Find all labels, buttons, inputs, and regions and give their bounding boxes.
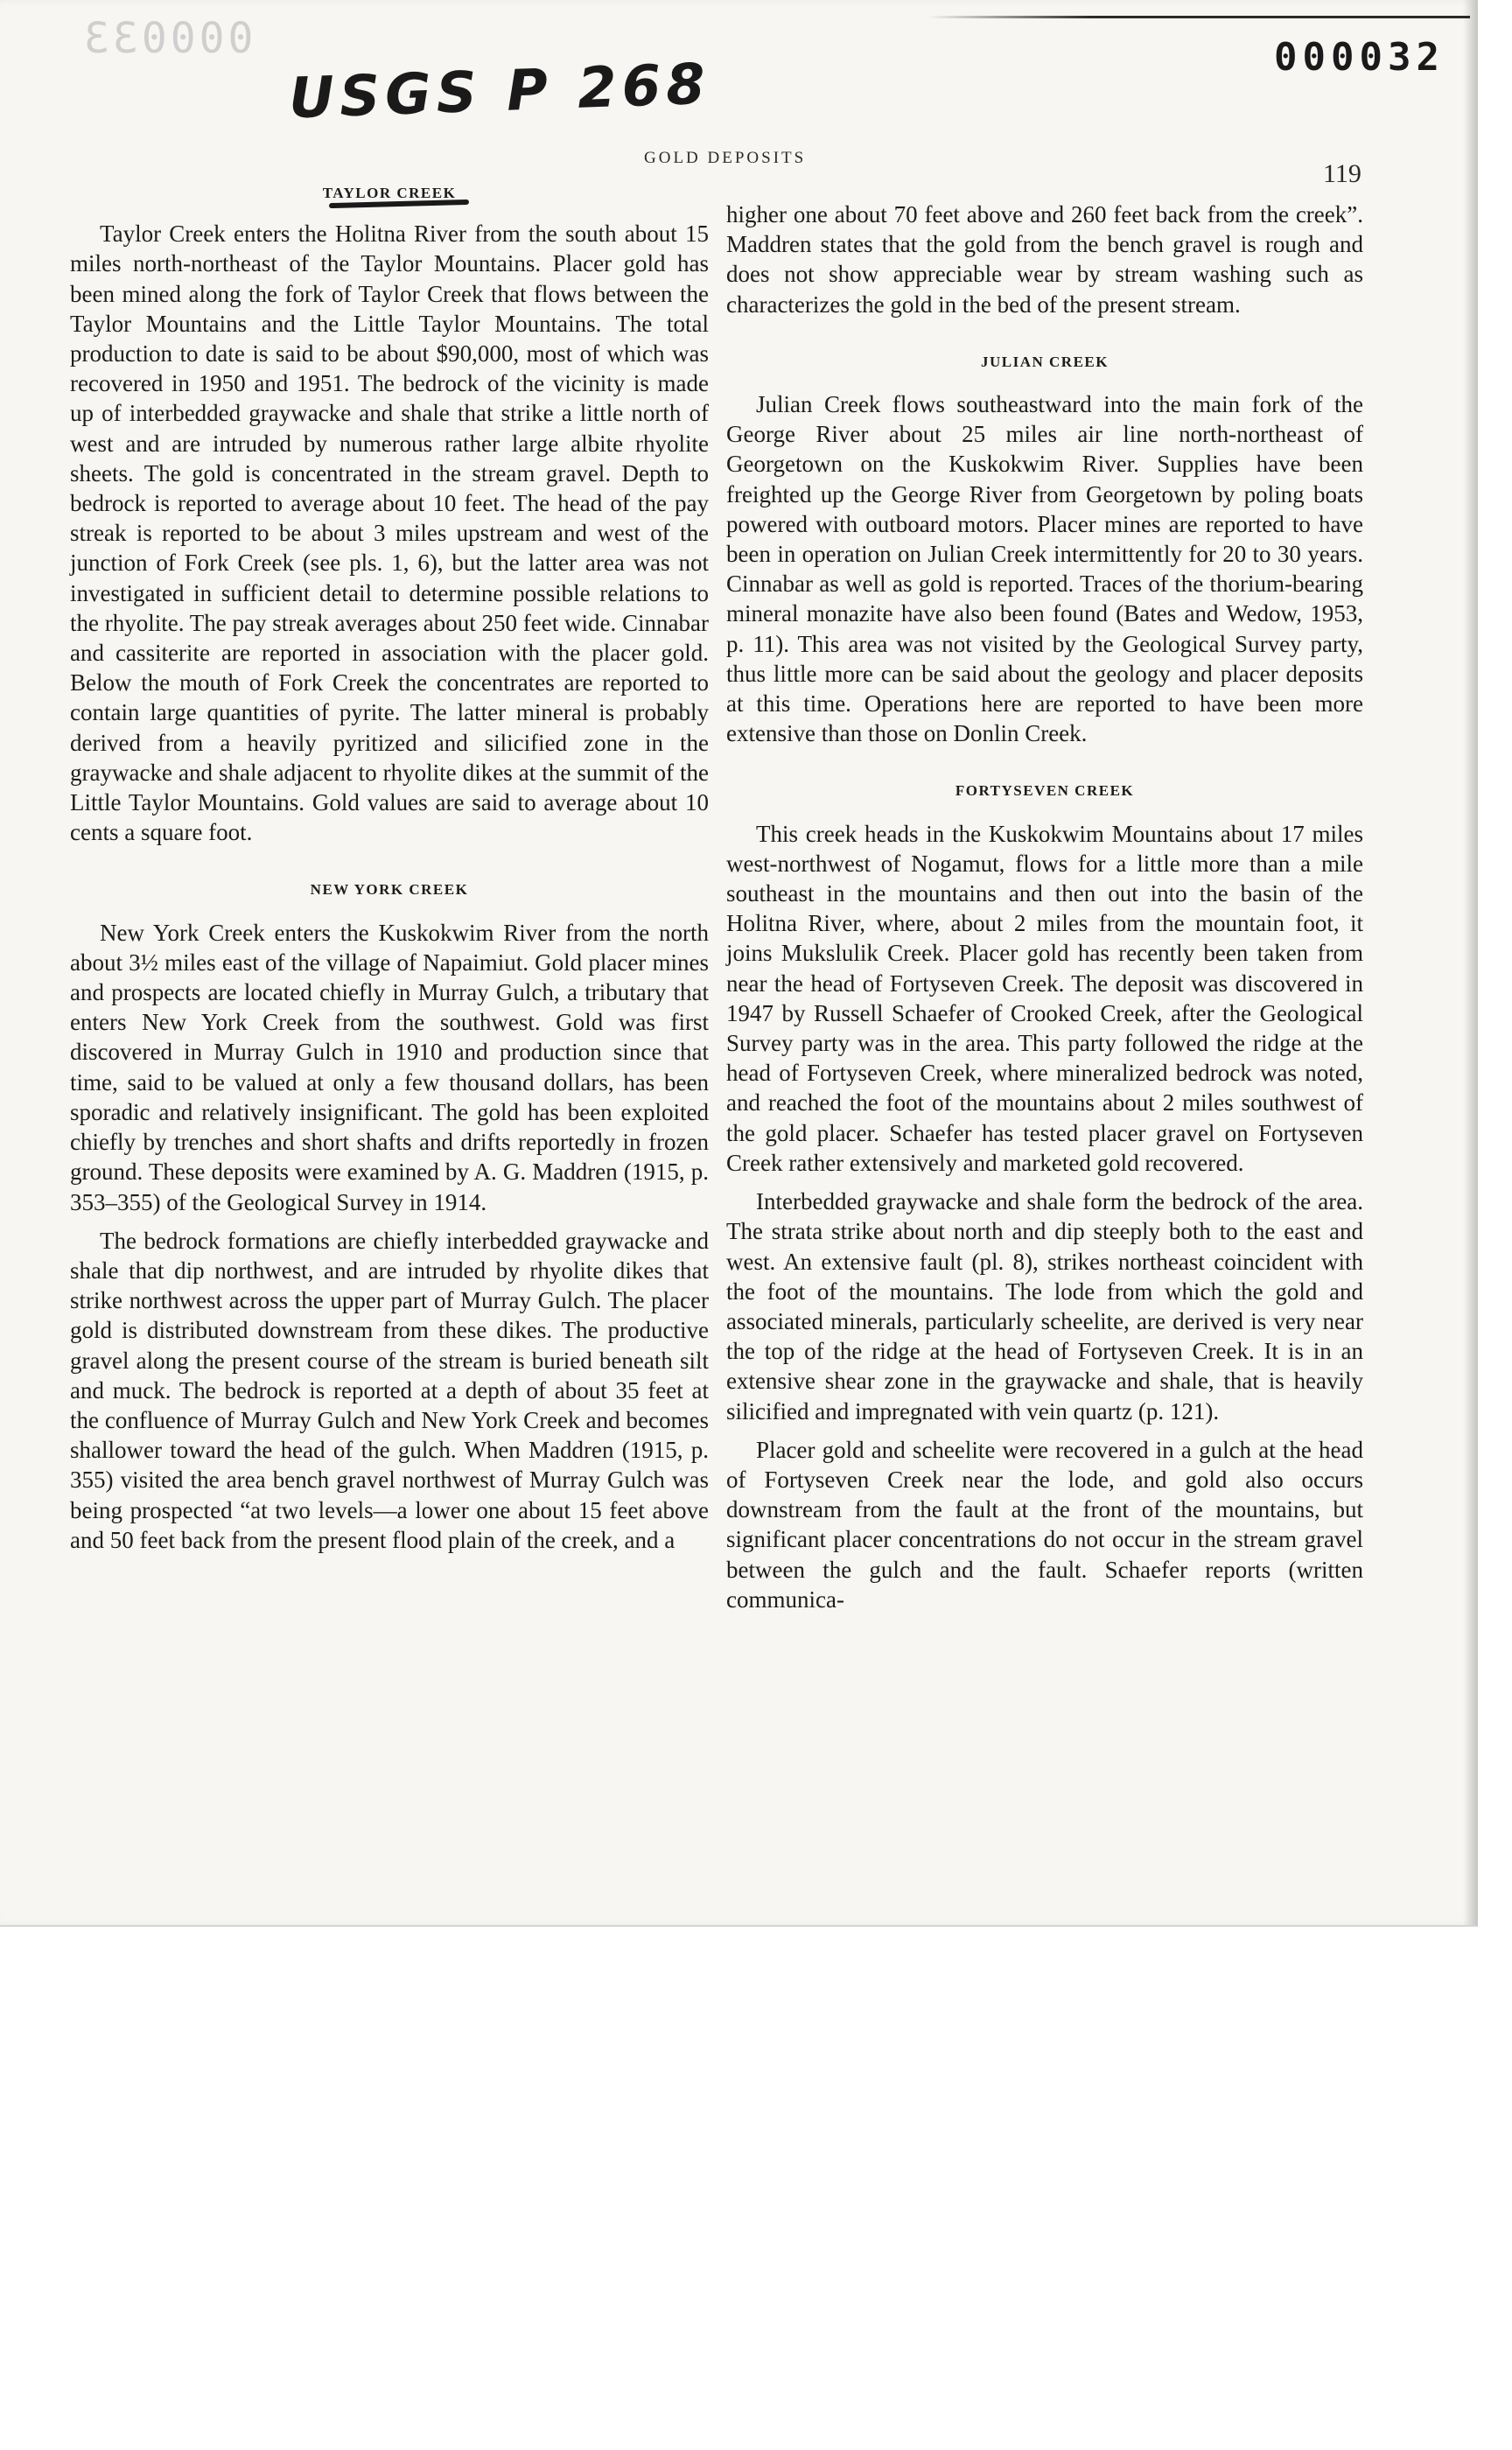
page-number: 119 bbox=[1323, 159, 1362, 188]
paragraph-fortyseven-creek-1: This creek heads in the Kuskokwim Mountains about 17 miles west-northwest of Nogamut, flows for a little more than a mile southeast in the mountains and then out into the basin of the Holitna River, where, about 2 miles from the mountain foot, it joins Mukslulik Creek. Placer gold has recently been taken from near the head of Fortyseven Creek. The deposit was discovered in 1947 by Russell Schaefer of Crooked Creek, after the Geological Survey party was in the area. This party followed the ridge at the head of Fortyseven Creek, where mineralized bedrock was noted, and reached the foot of the mountains about 2 miles southwest of the gold placer. Schaefer has tested placer gravel on Fortyseven Creek rather extensively and marketed gold recovered. bbox=[726, 820, 1363, 1176]
paragraph-taylor-creek-1: Taylor Creek enters the Holitna River from the south about 15 miles north-northeast of the Taylor Mountains. Placer gold has been mined along the fork of Taylor Creek that flows between the Taylor Mountains and the Little Taylor Mountains. The total production to date is said to be about $90,000, most of which was recovered in 1950 and 1951. The bedrock of the vicinity is made up of interbedded graywacke and shale that strike a little north of west and are intruded by numerous rather large albite rhyolite sheets. The gold is concentrated in the stream gravel. Depth to bedrock is reported to average about 10 feet. The head of the pay streak is reported to be about 3 miles upstream and west of the junction of Fork Creek (see pls. 1, 6), but the latter area was not investigated in sufficient detail to determine possible relations to the rhyolite. The pay streak averages about 250 feet wide. Cinnabar and cassiterite are reported in association with the placer gold. Below the mouth of Fork Creek the concentrates are reported to contain large quantities of pyrite. The latter mineral is probably derived from a heavily pyritized and silicified zone in the graywacke and shale adjacent to rhyolite dikes at the summit of the Little Taylor Mountains. Gold values are said to average about 10 cents a square foot. bbox=[70, 220, 709, 846]
taylor-creek-heading-wrap bbox=[70, 178, 709, 208]
right-column bbox=[726, 200, 1363, 1623]
section-heading-taylor-creek: TAYLOR CREEK bbox=[322, 185, 457, 201]
section-heading-fortyseven-creek: FORTYSEVEN CREEK bbox=[955, 782, 1135, 800]
page-id-stamp: 000032 bbox=[1274, 35, 1445, 80]
paragraph-fortyseven-creek-2: Interbedded graywacke and shale form the bedrock of the area. The strata strike about north and dip steeply both to the east and west. An extensive fault (pl. 8), strikes northeast coincident with the foot of the mountains. The lode from which the gold and associated minerals, particularly scheelite, are derived is very near the top of the ridge at the head of Fortyseven Creek. It is in an extensive shear zone in the graywacke and shale, that is heavily silicified and impregnated with vein quartz (p. 121). bbox=[726, 1188, 1363, 1424]
top-edge-rule bbox=[928, 16, 1470, 18]
paragraph-new-york-creek-continuation: higher one about 70 feet above and 260 feet back from the creek”. Maddren states that the gold from the bench gravel is rough and does not show appreciable wear by stream washing such as characterizes the gold in the bed of the present stream. bbox=[726, 201, 1363, 318]
section-heading-julian-creek: JULIAN CREEK bbox=[981, 353, 1109, 370]
running-head: GOLD DEPOSITS bbox=[644, 149, 807, 167]
left-column bbox=[70, 178, 709, 1564]
paragraph-fortyseven-creek-3: Placer gold and scheelite were recovered in a gulch at the head of Fortyseven Creek near the lode, and gold also occurs downstream from the fault at the front of the mountains, but significant placer concentrations do not occur in the stream gravel between the gulch and the fault. Schaefer reports (written communica- bbox=[726, 1436, 1363, 1613]
faint-stamp-number: 000033 bbox=[80, 14, 254, 63]
section-heading-new-york-creek: NEW YORK CREEK bbox=[310, 881, 469, 899]
paragraph-new-york-creek-1: New York Creek enters the Kuskokwim River from the north about 3½ miles east of the village of Napaimiut. Gold placer mines and prospects are located chiefly in Murray Gulch, a tributary that enters New York Creek from the southwest. Gold was first discovered in Murray Gulch in 1910 and production since that time, said to be valued at only a few thousand dollars, has been sporadic and relatively insignificant. The gold has been exploited chiefly by trenches and short shafts and drifts reportedly in frozen ground. These deposits were examined by A. G. Maddren (1915, p. 353–355) of the Geological Survey in 1914. bbox=[70, 919, 709, 1215]
handwritten-note: USGS P 268 bbox=[287, 52, 711, 132]
paragraph-new-york-creek-2: The bedrock formations are chiefly interbedded graywacke and shale that dip northwest, and are intruded by rhyolite dikes that strike northwest across the upper part of Murray Gulch. The placer gold is distributed downstream from these dikes. The productive gravel along the present course of the stream is buried beneath silt and muck. The bedrock is reported at a depth of about 35 feet at the confluence of Murray Gulch and New York Creek and becomes shallower toward the head of the gulch. When Maddren (1915, p. 355) visited the area bench gravel northwest of Murray Gulch was being prospected “at two levels—a lower one about 15 feet above and 50 feet back from the present flood plain of the creek, and a bbox=[70, 1227, 709, 1553]
paragraph-julian-creek-1: Julian Creek flows southeastward into the main fork of the George River about 25 miles air line north-northeast of Georgetown on the Kuskokwim River. Supplies have been freighted up the George River from Georgetown by poling boats powered with outboard motors. Placer mines are reported to have been in operation on Julian Creek intermittently for 20 to 30 years. Cinnabar as well as gold is reported. Traces of the thorium-bearing mineral monazite have also been found (Bates and Wedow, 1953, p. 11). This area was not visited by the Geological Survey party, thus little more can be said about the geology and placer deposits at this time. Operations here are reported to have been more extensive than those on Donlin Creek. bbox=[726, 391, 1363, 747]
